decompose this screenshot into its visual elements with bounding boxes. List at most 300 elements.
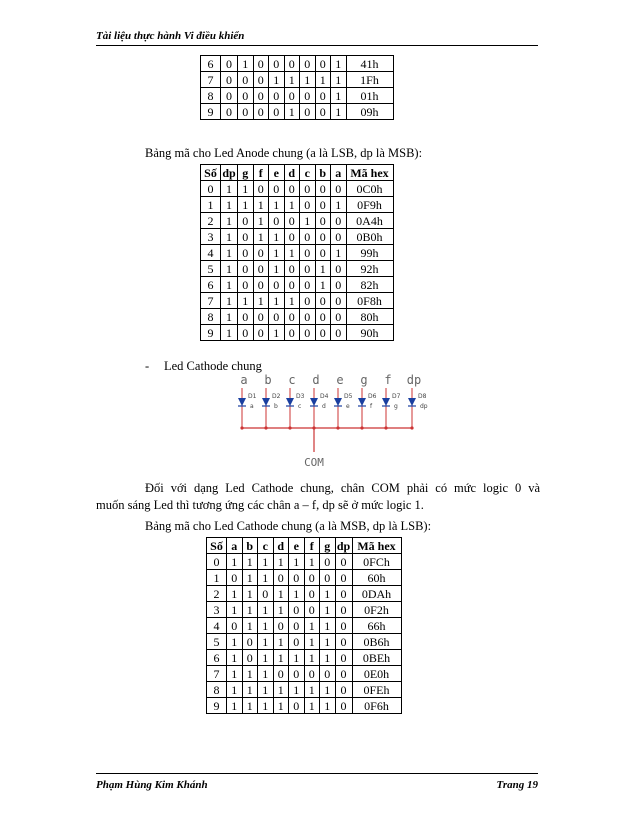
table-cell: 1 [331, 197, 347, 213]
junction-dot [264, 426, 267, 429]
table-cell: 1 [242, 618, 258, 634]
table-row [207, 570, 402, 586]
pin-label: a [240, 373, 248, 387]
table-cell: 1 [289, 650, 305, 666]
table-cell: 1 [242, 698, 258, 714]
anode-table-caption: Bảng mã cho Led Anode chung (a là LSB, dp là MSB): [145, 146, 423, 160]
diode-icon [238, 398, 246, 406]
table-cell: 1 [300, 72, 316, 88]
table-cell: 0 [300, 181, 316, 197]
table-cell: 0 [221, 104, 238, 120]
table-cell: 0 [335, 698, 352, 714]
diode-icon [334, 398, 342, 406]
diode-segment-label: a [250, 403, 254, 410]
table-cell: 1 [221, 181, 238, 197]
table-cell: 1 [242, 602, 258, 618]
table-cell: 0 [242, 634, 258, 650]
table-row [201, 104, 394, 120]
junction-dot [384, 426, 387, 429]
table-header-cell: g [320, 538, 336, 554]
diode-icon [408, 398, 416, 406]
table-cell: 1 [300, 213, 316, 229]
table-cell: 1 [269, 245, 285, 261]
table-cell: 0 [335, 586, 352, 602]
junction-dot [336, 426, 339, 429]
table-cell: 5 [201, 261, 221, 277]
pin-label: dp [406, 373, 422, 387]
table-cell: 0 [289, 634, 305, 650]
table-row [207, 602, 402, 618]
table-cell: 0B0h [346, 229, 393, 245]
table-cell: 09h [346, 104, 393, 120]
table-cell: 0 [335, 666, 352, 682]
table-header-cell: c [258, 538, 274, 554]
footer-divider [96, 773, 538, 774]
table-cell: 1 [238, 197, 254, 213]
table-cell: 0 [331, 181, 347, 197]
table-cell: 0 [253, 88, 269, 104]
table-cell: 1 [227, 650, 243, 666]
table-cell: 0 [289, 698, 305, 714]
table-row [207, 586, 402, 602]
cathode-heading: Led Cathode chung [164, 359, 262, 373]
table-row [201, 309, 394, 325]
table-header-cell: g [238, 165, 254, 181]
table-header-cell: Số [201, 165, 221, 181]
page-header-title: Tài liệu thực hành Vi điều khiển [96, 30, 245, 42]
table-cell: 1 [242, 570, 258, 586]
table-header-cell: dp [336, 538, 351, 553]
table-cell: 1 [269, 229, 285, 245]
table-cell: 1 [258, 698, 274, 714]
table-cell: 0 [238, 309, 254, 325]
table-cell: 2 [201, 213, 221, 229]
table-header-cell: e [269, 165, 285, 181]
table-cell: 1 [227, 666, 243, 682]
table-row [207, 682, 402, 698]
table-cell: 0FCh [352, 554, 401, 570]
table-cell: 0 [284, 309, 300, 325]
table-header-cell: d [284, 165, 300, 181]
table-cell: 0E0h [352, 666, 401, 682]
table-cell: 0 [289, 570, 305, 586]
table-cell: 0 [253, 309, 269, 325]
table-cell: 0 [238, 72, 254, 88]
table-cell: 1 [253, 197, 269, 213]
table-cell: 0 [284, 261, 300, 277]
table-cell: 0 [304, 570, 320, 586]
table-cell: 66h [352, 618, 401, 634]
junction-dot [410, 426, 413, 429]
pin-label: d [312, 373, 320, 387]
table-row [201, 213, 394, 229]
table-cell: 0 [269, 181, 285, 197]
table-cell: 1 [289, 586, 305, 602]
table-cell: 1 [331, 245, 347, 261]
table-cell: 0C0h [346, 181, 393, 197]
table-header-cell: d [273, 538, 289, 554]
table-cell: 0 [315, 213, 331, 229]
table-cell: 1 [221, 325, 238, 341]
table-cell: 0 [300, 261, 316, 277]
table-cell: 0 [289, 618, 305, 634]
table-cell: 82h [346, 277, 393, 293]
table-row [201, 293, 394, 309]
table-cell: 0 [300, 197, 316, 213]
table-cell: 0 [273, 618, 289, 634]
table-cell: 1 [304, 618, 320, 634]
table-cell: 0 [269, 104, 285, 120]
table-cell: 0 [335, 682, 352, 698]
table-cell: 1 [273, 602, 289, 618]
diode-segment-label: b [274, 403, 278, 410]
table-cell: 1 [253, 293, 269, 309]
table-cell: 0DAh [352, 586, 401, 602]
table-cell: 1 [273, 698, 289, 714]
table-cell: 0BEh [352, 650, 401, 666]
table-cell: 0 [315, 88, 331, 104]
table-cell: 0 [335, 618, 352, 634]
table-cell: 2 [207, 586, 227, 602]
table-cell: 0 [284, 181, 300, 197]
diode-name: D5 [344, 393, 353, 400]
diode-icon [262, 398, 270, 406]
footer-author: Phạm Hùng Kim Khánh [96, 779, 208, 791]
table-cell: 1 [304, 698, 320, 714]
table-cell: 1 [331, 104, 347, 120]
table-cell: 0 [300, 56, 316, 72]
table-header-row [207, 538, 402, 554]
table-cell: 0 [221, 88, 238, 104]
table-header-cell: f [253, 165, 269, 181]
table-cell: 0 [320, 570, 336, 586]
table-cell: 80h [346, 309, 393, 325]
cathode-code-table [206, 537, 402, 714]
table-cell: 0 [269, 88, 285, 104]
table-row [201, 261, 394, 277]
table-cell: 1 [227, 586, 243, 602]
table-cell: 0 [253, 245, 269, 261]
diode-icon [358, 398, 366, 406]
table-cell: 0 [227, 618, 243, 634]
table-cell: 1 [221, 197, 238, 213]
paragraph-line-1: Đối với dạng Led Cathode chung, chân COM phải có mức logic 0 và [145, 481, 540, 495]
table-cell: 0 [315, 245, 331, 261]
table-cell: 0 [253, 325, 269, 341]
table-row [201, 325, 394, 341]
table-cell: 0 [221, 56, 238, 72]
table-cell: 1 [320, 586, 336, 602]
table-cell: 0FEh [352, 682, 401, 698]
com-label: COM [304, 456, 324, 468]
table-header-cell: e [289, 538, 305, 554]
table-cell: 0 [331, 325, 347, 341]
table-cell: 1 [221, 277, 238, 293]
table-header-cell: a [331, 165, 347, 181]
cathode-table-caption: Bảng mã cho Led Cathode chung (a là MSB, dp là LSB): [145, 519, 432, 533]
table-cell: 1 [269, 293, 285, 309]
table-cell: 6 [207, 650, 227, 666]
table-row [201, 72, 394, 88]
anode-table-continuation [200, 55, 394, 120]
table-cell: 1 [284, 197, 300, 213]
table-cell: 7 [207, 666, 227, 682]
table-cell: 0 [300, 104, 316, 120]
table-cell: 1 [284, 104, 300, 120]
table-cell: 0 [300, 309, 316, 325]
table-cell: 1 [227, 634, 243, 650]
table-cell: 1 [269, 261, 285, 277]
table-cell: 1 [242, 586, 258, 602]
table-cell: 1 [253, 229, 269, 245]
table-cell: 90h [346, 325, 393, 341]
table-cell: 6 [201, 277, 221, 293]
junction-dot [288, 426, 291, 429]
table-cell: 0 [253, 104, 269, 120]
table-cell: 99h [346, 245, 393, 261]
table-row [207, 634, 402, 650]
table-cell: 1 [273, 682, 289, 698]
table-cell: 1 [207, 570, 227, 586]
diode-name: D8 [418, 393, 427, 400]
table-cell: 1 [258, 634, 274, 650]
diode-segment-label: d [322, 403, 326, 410]
table-cell: 0 [315, 293, 331, 309]
table-cell: 0 [300, 325, 316, 341]
table-cell: 1 [258, 650, 274, 666]
pin-label: f [384, 373, 392, 387]
table-cell: 0 [238, 261, 254, 277]
table-cell: 1 [304, 682, 320, 698]
table-cell: 0 [238, 245, 254, 261]
table-cell: 0 [238, 229, 254, 245]
table-cell: 0 [304, 602, 320, 618]
table-cell: 1 [258, 602, 274, 618]
table-cell: 1 [320, 618, 336, 634]
footer-page-number: Trang 19 [496, 779, 538, 791]
table-row [207, 554, 402, 570]
table-header-cell: dp [222, 165, 236, 180]
table-cell: 0 [227, 570, 243, 586]
table-cell: 1 [221, 293, 238, 309]
table-cell: 0 [253, 181, 269, 197]
table-cell: 5 [207, 634, 227, 650]
table-cell: 0 [284, 56, 300, 72]
table-header-cell: c [300, 165, 316, 181]
table-cell: 01h [346, 88, 393, 104]
table-cell: 0 [300, 245, 316, 261]
table-cell: 1 [269, 197, 285, 213]
table-cell: 0 [253, 56, 269, 72]
table-cell: 0 [331, 213, 347, 229]
table-cell: 1 [221, 245, 238, 261]
table-cell: 0 [238, 88, 254, 104]
table-cell: 1 [315, 261, 331, 277]
table-cell: 1 [227, 682, 243, 698]
table-cell: 1 [289, 554, 305, 570]
diode-icon [286, 398, 294, 406]
table-header-cell: Mã hex [352, 538, 401, 554]
pin-label: g [360, 373, 368, 387]
table-cell: 0 [253, 277, 269, 293]
table-cell: 0 [331, 277, 347, 293]
table-cell: 1 [304, 634, 320, 650]
table-cell: 1 [320, 602, 336, 618]
diode-segment-label: f [370, 403, 373, 410]
table-cell: 1 [331, 72, 347, 88]
junction-dot [240, 426, 243, 429]
diode-name: D4 [320, 393, 329, 400]
table-cell: 0 [304, 586, 320, 602]
table-cell: 0 [300, 293, 316, 309]
table-cell: 0 [284, 213, 300, 229]
table-cell: 1 [253, 213, 269, 229]
table-cell: 7 [201, 293, 221, 309]
table-cell: 1Fh [346, 72, 393, 88]
diode-icon [382, 398, 390, 406]
table-cell: 1 [242, 682, 258, 698]
table-cell: 1 [273, 554, 289, 570]
table-cell: 1 [258, 554, 274, 570]
diode-segment-label: g [394, 403, 398, 410]
table-header-row [201, 165, 394, 181]
table-cell: 1 [238, 181, 254, 197]
table-cell: 0 [269, 56, 285, 72]
table-row [201, 229, 394, 245]
pin-label: e [336, 373, 344, 387]
table-cell: 60h [352, 570, 401, 586]
table-cell: 8 [201, 88, 221, 104]
table-row [207, 650, 402, 666]
table-cell: 1 [238, 56, 254, 72]
table-cell: 1 [201, 197, 221, 213]
table-cell: 1 [315, 277, 331, 293]
diode-segment-label: e [346, 403, 350, 410]
table-cell: 0 [320, 554, 336, 570]
diode-segment-label: c [298, 403, 302, 410]
table-cell: 9 [207, 698, 227, 714]
table-cell: 0 [331, 261, 347, 277]
table-cell: 0 [335, 602, 352, 618]
table-header-cell: b [242, 538, 258, 554]
table-header-cell: Mã hex [346, 165, 393, 181]
table-cell: 8 [207, 682, 227, 698]
table-cell: 0 [201, 181, 221, 197]
table-cell: 1 [242, 554, 258, 570]
table-cell: 1 [221, 309, 238, 325]
diode-name: D6 [368, 393, 377, 400]
table-cell: 4 [207, 618, 227, 634]
table-cell: 0 [269, 277, 285, 293]
table-row [201, 56, 394, 72]
table-row [207, 698, 402, 714]
table-cell: 0 [269, 213, 285, 229]
table-cell: 1 [320, 634, 336, 650]
diode-icon [310, 398, 318, 406]
table-cell: 0 [335, 554, 352, 570]
table-cell: 1 [227, 554, 243, 570]
table-cell: 0 [238, 325, 254, 341]
table-cell: 0 [331, 293, 347, 309]
table-cell: 0 [320, 666, 336, 682]
table-cell: 0 [221, 72, 238, 88]
junction-dot [312, 426, 315, 429]
table-cell: 0 [315, 56, 331, 72]
table-cell: 0 [300, 229, 316, 245]
table-cell: 0 [331, 309, 347, 325]
table-cell: 1 [331, 56, 347, 72]
table-cell: 1 [320, 650, 336, 666]
table-cell: 1 [258, 618, 274, 634]
table-row [201, 88, 394, 104]
table-cell: 0F2h [352, 602, 401, 618]
table-cell: 1 [320, 698, 336, 714]
table-cell: 1 [242, 666, 258, 682]
table-cell: 0B6h [352, 634, 401, 650]
table-cell: 6 [201, 56, 221, 72]
table-cell: 0 [258, 586, 274, 602]
diode-name: D1 [248, 393, 257, 400]
table-cell: 1 [273, 650, 289, 666]
table-cell: 0 [284, 325, 300, 341]
table-cell: 0 [300, 277, 316, 293]
table-cell: 0 [315, 325, 331, 341]
table-cell: 0 [273, 570, 289, 586]
table-cell: 3 [201, 229, 221, 245]
table-cell: 0 [273, 666, 289, 682]
table-cell: 1 [258, 570, 274, 586]
diode-segment-label: dp [420, 403, 428, 410]
table-cell: 1 [221, 213, 238, 229]
table-row [207, 666, 402, 682]
table-cell: 92h [346, 261, 393, 277]
table-cell: 1 [258, 666, 274, 682]
bullet-dash: - [145, 359, 150, 373]
table-cell: 0 [242, 650, 258, 666]
table-cell: 0 [269, 309, 285, 325]
table-cell: 4 [201, 245, 221, 261]
table-cell: 0 [207, 554, 227, 570]
table-cell: 1 [273, 634, 289, 650]
table-cell: 1 [284, 245, 300, 261]
table-cell: 0 [289, 602, 305, 618]
table-row [207, 618, 402, 634]
pin-label: c [288, 373, 296, 387]
table-cell: 0 [238, 104, 254, 120]
table-cell: 0 [284, 277, 300, 293]
diode-name: D2 [272, 393, 281, 400]
diode-name: D7 [392, 393, 401, 400]
table-cell: 0 [315, 181, 331, 197]
table-cell: 1 [269, 72, 285, 88]
table-cell: 0F8h [346, 293, 393, 309]
table-cell: 0 [315, 309, 331, 325]
table-row [201, 197, 394, 213]
table-cell: 1 [304, 650, 320, 666]
table-cell: 1 [221, 261, 238, 277]
table-cell: 1 [304, 554, 320, 570]
table-cell: 0 [300, 88, 316, 104]
table-cell: 41h [346, 56, 393, 72]
table-cell: 1 [258, 682, 274, 698]
table-cell: 0 [238, 213, 254, 229]
table-cell: 7 [201, 72, 221, 88]
table-cell: 0 [253, 72, 269, 88]
table-cell: 0 [335, 570, 352, 586]
table-cell: 1 [221, 229, 238, 245]
table-cell: 1 [269, 325, 285, 341]
table-cell: 1 [331, 88, 347, 104]
